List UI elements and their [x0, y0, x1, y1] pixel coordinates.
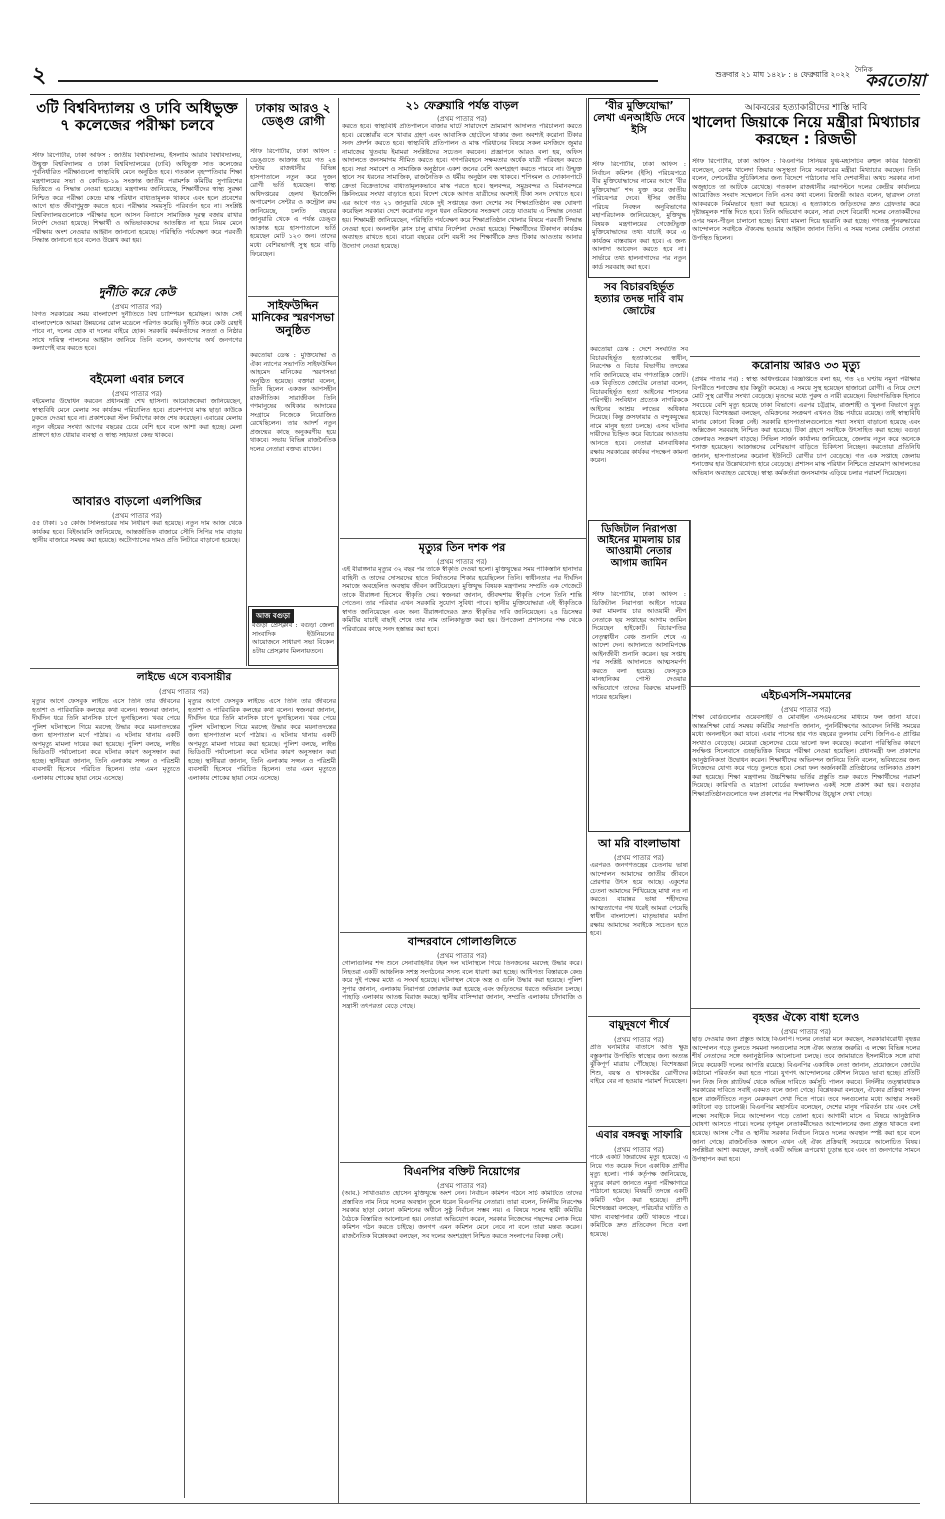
section-rule	[588, 1016, 690, 1017]
page-number: ২	[32, 63, 47, 88]
header-rule	[58, 80, 658, 82]
headline-universities: ৩টি বিশ্ববিদ্যালয় ও ঢাবি অধিভুক্ত ৭ কলেজের পরীক্ষা চলবে	[36, 99, 238, 134]
headline-air-pollution: বায়ুদূষণে শীর্ষে	[609, 1019, 669, 1031]
headline-corona: করোনায় আরও ৩৩ মৃত্যু	[752, 359, 860, 372]
continuation-feb21: (প্রথম পাতার পর)	[436, 115, 488, 123]
continuation-safari: (প্রথম পাতার পর)	[613, 1146, 665, 1154]
headline-three-decades: মৃত্যুর তিন দশক পর	[418, 541, 506, 554]
continuation-air-pollution: (প্রথম পাতার পর)	[613, 1036, 665, 1044]
headline-safari: এবার বঙ্গবন্ধু সাফারি	[595, 1129, 683, 1141]
headline-hsc: এইচএসসি-সমমানের	[760, 689, 852, 702]
page-header	[30, 62, 926, 92]
continuation-lpg: (প্রথম পাতার পর)	[111, 512, 163, 520]
logo-small-text: দৈনিক	[855, 66, 873, 74]
section-rule	[340, 538, 586, 539]
continuation-bookfair: (প্রথম পাতার পর)	[111, 390, 163, 398]
body-left-alliance: করতোয়া ডেস্ক : দেশে সংঘটিত সব বিচারবহির্ভূত হত্যাকাণ্ডের স্বাধীন, নিরপেক্ষ ও বিচার বিভাগীয় তদন্তের দাবি জানিয়েছে বাম গণতান্ত্রিক জোট। এক বিবৃতিতে জোটের নেতারা বলেন, বিচারবহির্ভূত হত্যা আইনের শাসনের পরিপন্থী। সংবিধান প্রত্যেক নাগরিককে আইনের আশ্রয় লাভের অধিকার দিয়েছে। কিন্তু ক্রসফায়ার ও বন্দুকযুদ্ধের নামে মানুষ হত্যা চলছে। এসব ঘটনার দায়ীদের চিহ্নিত করে বিচারের আওতায় আনতে হবে। নেতারা মানবাধিকার রক্ষায় সরকারের কার্যকর পদক্ষেপ কামনা করেন।	[590, 346, 688, 465]
body-air-pollution: প্রতি ঘনমিটার বাতাসে অতি ক্ষুদ্র বস্তুকণার উপস্থিতি স্বাস্থ্যের জন্য অত্যন্ত ঝুঁকিপূর্ণ মাত্রায় পৌঁছেছে। বিশেষজ্ঞরা শিশু, বয়স্ক ও শ্বাসকষ্টের রোগীদের বাইরে বের না হওয়ার পরামর্শ দিয়েছেন।	[590, 1044, 688, 1086]
body-live-businessman-col1: মৃত্যুর আগে ফেসবুক লাইভে এসে তিনি তার জীবনের হতাশা ও পারিবারিক কলহের কথা বলেন। স্বজনরা জানান, দীর্ঘদিন ধরে তিনি মানসিক চাপে ভুগছিলেন। খবর পেয়ে পুলিশ ঘটনাস্থলে গিয়ে মরদেহ উদ্ধার করে ময়নাতদন্তের জন্য হাসপাতাল মর্গে পাঠায়। এ ঘটনায় থানায় একটি অপমৃত্যু মামলা দায়ের করা হয়েছে। পুলিশ বলছে, লাইভ ভিডিওটি পর্যালোচনা করে ঘটনার কারণ অনুসন্ধান করা হচ্ছে। স্থানীয়রা জানান, তিনি এলাকায় সজ্জন ও পরিশ্রমী ব্যবসায়ী হিসেবে পরিচিত ছিলেন। তার এমন মৃত্যুতে এলাকায় শোকের ছায়া নেমে এসেছে।	[32, 698, 180, 782]
continuation-hsc: (প্রথম পাতার পর)	[780, 706, 832, 714]
headline-bangla-language: আ মরি বাংলাভাষা	[598, 837, 680, 850]
date-line: শুক্রবার ২১ মাঘ ১৪২৮ : ৪ ফেব্রুয়ারি ২০২২	[715, 70, 850, 79]
section-rule	[340, 1162, 586, 1163]
headline-dengue: ঢাকায় আরও ২ ডেঙ্গু রোগী	[255, 101, 331, 129]
body-hsc: শিক্ষা বোর্ডগুলোর ওয়েবসাইট ও মোবাইল এসএমএসের মাধ্যমে ফল জানা যাবে। আন্তঃশিক্ষা বোর্ড সমন্বয় কমিটির সভাপতি জানান, পুনর্নিরীক্ষণের আবেদন নির্দিষ্ট সময়ের মধ্যে অনলাইনে করা যাবে। এবার পাসের হার গত বছরের তুলনায় বেশি। জিপিএ-৫ প্রাপ্তির সংখ্যাও বেড়েছে। মেয়েরা ছেলেদের চেয়ে ভালো ফল করেছে। করোনা পরিস্থিতির কারণে সংক্ষিপ্ত সিলেবাসে গুচ্ছভিত্তিক বিষয়ে পরীক্ষা নেওয়া হয়েছিল। প্রধানমন্ত্রী ফল প্রকাশের আনুষ্ঠানিকতা উদ্বোধন করেন। শিক্ষার্থীদের অভিনন্দন জানিয়ে তিনি বলেন, ভবিষ্যতের জন্য নিজেদের যোগ্য করে গড়ে তুলতে হবে। সেরা ফল অর্জনকারী প্রতিষ্ঠানের তালিকাও প্রকাশ করা হয়েছে। শিক্ষা মন্ত্রণালয় উচ্চশিক্ষায় ভর্তির প্রস্তুতি শুরু করতে শিক্ষার্থীদের পরামর্শ দিয়েছে। কারিগরি ও মাদ্রাসা বোর্ডের ফলাফলও একই সঙ্গে প্রকাশ করা হয়। বগুড়ার শিক্ষাপ্রতিষ্ঠানগুলোতে ফল প্রকাশের পর শিক্ষার্থীদের উচ্ছ্বাস দেখা গেছে।	[692, 714, 920, 798]
kicker-akbar: আকবরের হত্যাকারীদের শাস্তি দাবি	[744, 103, 868, 113]
section-rule	[690, 1008, 920, 1009]
column-divider	[246, 98, 247, 666]
headline-nid: ‘বীর মুক্তিযোদ্ধা’ লেখা এনআইডি দেবে ইসি	[593, 100, 685, 136]
body-digital-security: স্টাফ রিপোর্টার, ঢাকা অফিস : ডিজিটাল নিরাপত্তা আইনে দায়ের করা মামলায় চার আওয়ামী লীগ নেতাকে ছয় সপ্তাহের আগাম জামিন দিয়েছেন হাইকোর্ট। বিচারপতির নেতৃত্বাধীন বেঞ্চ শুনানি শেষে এ আদেশ দেন। আদালতে আসামিপক্ষে আইনজীবী শুনানি করেন। ছয় সপ্তাহ পর সংশ্লিষ্ট আদালতে আত্মসমর্পণ করতে বলা হয়েছে। ফেসবুকে মানহানিকর পোস্ট দেওয়ার অভিযোগে তাদের বিরুদ্ধে মামলাটি দায়ের হয়েছিল।	[592, 591, 686, 701]
continuation-bnp-appointment: (প্রথম পাতার পর)	[436, 1182, 488, 1190]
headline-left-alliance: সব বিচারবহির্ভূত হত্যার তদন্ত দাবি বাম জোটের	[594, 281, 684, 317]
today-bogura-label: আজ বগুড়া	[252, 609, 294, 623]
section-rule	[248, 296, 338, 297]
body-unity: ছাড় দেওয়ার জন্য প্রস্তুত আছে বিএনপি। দলের নেতারা মনে করছেন, সরকারবিরোধী বৃহত্তর আন্দোলন গড়ে তুলতে সমমনা দলগুলোর সঙ্গে ঐক্য অত্যন্ত জরুরি। এ লক্ষ্যে বিভিন্ন দলের শীর্ষ নেতাদের সঙ্গে অনানুষ্ঠানিক আলোচনা চলছে। তবে জামায়াতে ইসলামীকে সঙ্গে রাখা নিয়ে কয়েকটি দলের আপত্তি রয়েছে। বিএনপির একাধিক নেতা জানান, প্রয়োজনে জোটের কাঠামো পরিবর্তন করা হতে পারে। যুগপৎ আন্দোলনের কৌশল নিয়েও ভাবা হচ্ছে। প্রতিটি দল নিজ নিজ প্ল্যাটফর্ম থেকে অভিন্ন দাবিতে কর্মসূচি পালন করবে। নির্দলীয় তত্ত্বাবধায়ক সরকারের দাবিতে সবাই একমত বলে জানা গেছে। বিশ্লেষকরা বলছেন, ঐক্যের প্রক্রিয়া সফল হলে রাজনীতিতে নতুন মেরুকরণ দেখা দিতে পারে। তবে দলগুলোর মধ্যে আস্থার সংকট কাটানো বড় চ্যালেঞ্জ। বিএনপির মহাসচিব বলেছেন, দেশের মানুষ পরিবর্তন চায় এবং সেই লক্ষ্যে সবাইকে নিয়ে আন্দোলন গড়ে তোলা হবে। আগামী মাসে এ বিষয়ে আনুষ্ঠানিক ঘোষণা আসতে পারে। দলের তৃণমূল নেতাকর্মীদেরও আন্দোলনের জন্য প্রস্তুত থাকতে বলা হয়েছে। আসন্ন পৌর ও স্থানীয় সরকার নির্বাচন নিয়েও দলের অবস্থান স্পষ্ট করা হবে বলে জানা গেছে। রাজনৈতিক অঙ্গনে এখন এই ঐক্য প্রক্রিয়াই সবচেয়ে আলোচিত বিষয়। সংশ্লিষ্টরা আশা করছেন, দ্রুতই একটি অভিন্ন রূপরেখা চূড়ান্ত হবে এবং তা জনগণের সামনে উপস্থাপন করা হবে।	[692, 1036, 920, 1163]
body-nid: স্টাফ রিপোর্টার, ঢাকা অফিস : নির্বাচন কমিশন (ইসি) পরিচয়পত্রে বীর মুক্তিযোদ্ধাদের নামের আগে ‘বীর মুক্তিযোদ্ধা’ শব্দ যুক্ত করে জাতীয় পরিচয়পত্র দেবে। ইসির জাতীয় পরিচয় নিবন্ধন অনুবিভাগের মহাপরিচালক জানিয়েছেন, মুক্তিযুদ্ধ বিষয়ক মন্ত্রণালয়ের গেজেটভুক্ত মুক্তিযোদ্ধাদের তথ্য যাচাই করে এ কার্যক্রম বাস্তবায়ন করা হবে। এ জন্য আলাদা আবেদন করতে হবে না। সার্ভারে তথ্য হালনাগাদের পর নতুন কার্ড সরবরাহ করা হবে।	[592, 161, 686, 271]
body-corruption: বিগত সরকারের সময় বাংলাদেশ দুর্নীতিতে বিশ্ব চ্যাম্পিয়ন হয়েছিল। আজ সেই বাংলাদেশকে আমরা উন্নয়নের রোল মডেলে পরিণত করেছি। দুর্নীতি করে কেউ রেহাই পাবে না, দলের হোক বা দলের বাইরে হোক। সরকারি কর্মকর্তাদের সততা ও নিষ্ঠার সাথে দায়িত্ব পালনের আহ্বান জানিয়ে তিনি বলেন, জনগণের অর্থ জনগণের কল্যাণেই ব্যয় করতে হবে।	[32, 311, 242, 353]
body-three-decades: এই বীরাঙ্গনার মৃত্যুর ৩২ বছর পর তাকে স্বীকৃতি দেওয়া হলো। মুক্তিযুদ্ধের সময় পাকিস্তানি হানাদার বাহিনী ও তাদের দোসরদের হাতে নির্যাতনের শিকার হয়েছিলেন তিনি। স্বাধীনতার পর দীর্ঘদিন সমাজে অবহেলিত অবস্থায় জীবন কাটিয়েছেন। মুক্তিযুদ্ধ বিষয়ক মন্ত্রণালয় সম্প্রতি এক গেজেটে তাকে বীরাঙ্গনা হিসেবে স্বীকৃতি দেয়। স্বজনরা জানান, জীবদ্দশায় স্বীকৃতি পেলে তিনি শান্তি পেতেন। তার পরিবার এখন সরকারি সুযোগ সুবিধা পাবে। স্থানীয় মুক্তিযোদ্ধারা এই স্বীকৃতিকে স্বাগত জানিয়েছেন এবং অন্য বীরাঙ্গনাদেরও দ্রুত স্বীকৃতির দাবি জানিয়েছেন। ২৪ ডিসেম্বর কমিটির যাচাই বাছাই শেষে তার নাম তালিকাভুক্ত করা হয়। উপজেলা প্রশাসনের পক্ষ থেকে পরিবারের কাছে সনদ হস্তান্তর করা হবে।	[342, 566, 582, 633]
body-bangla-language: এরপরও জনগণতন্ত্রের চেতনায় ভাষা আন্দোলন আমাদের জাতীয় জীবনে প্রেরণার উৎস হয়ে আছে। একুশের চেতনা আমাদের শিখিয়েছে মাথা নত না করতে। বায়ান্নর ভাষা শহীদদের আত্মত্যাগের পথ ধরেই আমরা পেয়েছি স্বাধীন বাংলাদেশ। মাতৃভাষার মর্যাদা রক্ষায় আমাদের সবাইকে সচেতন হতে হবে।	[590, 862, 688, 938]
body-universities: স্টাফ রিপোর্টার, ঢাকা অফিস : জাতীয় বিশ্ববিদ্যালয়, ইসলামি আরবি বিশ্ববিদ্যালয়, উন্মুক্ত বিশ্ববিদ্যালয় ও ঢাকা বিশ্ববিদ্যালয়ের (ঢাবি) অধিভুক্ত সাত কলেজের পূর্বনির্ধারিত পরীক্ষাগুলো স্বাস্থ্যবিধি মেনে অনুষ্ঠিত হবে। গতকাল বৃহস্পতিবার শিক্ষা মন্ত্রণালয়ের সভা ও কোভিড-১৯ সংক্রান্ত জাতীয় পরামর্শক কমিটির সুপারিশের ভিত্তিতে এ সিদ্ধান্ত নেওয়া হয়েছে। মন্ত্রণালয় জানিয়েছে, শিক্ষার্থীদের স্বাস্থ্য সুরক্ষা নিশ্চিত করে পরীক্ষা কেন্দ্রে মাস্ক পরিধান বাধ্যতামূলক থাকবে এবং হলে প্রবেশের আগে হাত জীবাণুমুক্ত করতে হবে। পরীক্ষার সময়সূচি পরিবর্তন হবে না। সংশ্লিষ্ট বিশ্ববিদ্যালয়গুলোকে পরীক্ষার হলে আসন বিন্যাসে সামাজিক দূরত্ব বজায় রাখার নির্দেশ দেওয়া হয়েছে। শিক্ষার্থী ও অভিভাবকদের আতঙ্কিত না হয়ে নিয়ম মেনে পরীক্ষায় অংশ নেওয়ার আহ্বান জানানো হয়েছে। পরিস্থিতি পর্যবেক্ষণ করে পরবর্তী সিদ্ধান্ত জানানো হবে বলেও উল্লেখ করা হয়।	[32, 152, 242, 245]
headline-live-businessman: লাইভে এসে ব্যবসায়ীর	[136, 671, 232, 683]
headline-unity: বৃহত্তর ঐক্যে বাধা হলেও	[752, 1011, 860, 1024]
column-divider	[184, 698, 185, 1498]
body-bookfair: বইমেলার উদ্বোধন করবেন প্রধানমন্ত্রী শেখ হাসিনা। আয়োজকেরা জানিয়েছেন, স্বাস্থ্যবিধি মেনে মেলার সব কার্যক্রম পরিচালিত হবে। প্রবেশপথে মাস্ক ছাড়া কাউকে ঢুকতে দেওয়া হবে না। প্রকাশকেরা স্টল নির্মাণের কাজ শেষ করেছেন। এবারের মেলায় নতুন বইয়ের সংখ্যা আগের বছরের চেয়ে বেশি হবে বলে আশা করা হচ্ছে। মেলা প্রাঙ্গণে হাত ধোয়ার ব্যবস্থা ও স্বাস্থ্য সহায়তা কেন্দ্র থাকবে।	[32, 398, 242, 440]
body-khaleda: স্টাফ রিপোর্টার, ঢাকা অফিস : বিএনপির সিনিয়র যুগ্ম-মহাসচিব রুহুল কবির রিজভী বলেছেন, বেগম খালেদা জিয়ার অসুস্থতা নিয়ে সরকারের মন্ত্রীরা মিথ্যাচার করছেন। তিনি বলেন, দেশনেত্রীর সুচিকিৎসার জন্য বিদেশে পাঠানোর দাবি দেশবাসীর। অথচ সরকার নানা অজুহাতে তা আটকে রেখেছে। গতকাল রাজধানীর নয়াপল্টনে দলের কেন্দ্রীয় কার্যালয়ে আয়োজিত সংবাদ সম্মেলনে তিনি এসব কথা বলেন। রিজভী আরও বলেন, ছাত্রদল নেতা আকবরকে নির্মমভাবে হত্যা করা হয়েছে। এ হত্যাকাণ্ডে জড়িতদের দ্রুত গ্রেফতার করে দৃষ্টান্তমূলক শাস্তি দিতে হবে। তিনি অভিযোগ করেন, সারা দেশে বিরোধী দলের নেতাকর্মীদের ওপর দমন-পীড়ন চালানো হচ্ছে। মিথ্যা মামলা দিয়ে হয়রানি করা হচ্ছে। গণতন্ত্র পুনরুদ্ধারের আন্দোলনে সবাইকে ঐক্যবদ্ধ হওয়ার আহ্বান জানান তিনি। এ সময় দলের কেন্দ্রীয় নেতারা উপস্থিত ছিলেন।	[692, 158, 920, 242]
body-lpg: ৫৫ টাকা। ১৫ কেজি সিলিন্ডারের দাম নির্ধারণ করা হয়েছে। নতুন দাম আজ থেকে কার্যকর হবে। বিইআরসি জানিয়েছে, আন্তর্জাতিক বাজারে সৌদি সিপির দাম বাড়ায় স্থানীয় বাজারে সমন্বয় করা হয়েছে। অটোগ্যাসের দামও প্রতি লিটারে বাড়ানো হয়েছে।	[32, 520, 242, 545]
today-bogura-body: বগুড়া প্রেসক্লাব : বগুড়া জেলা সাংবাদিক ইউনিয়নের আয়োজনে সাধারণ সভা বিকেল ৪টায় প্রেসক্লাব মিলনায়তনে।	[252, 622, 334, 655]
section-rule	[30, 668, 338, 669]
continuation-unity: (প্রথম পাতার পর)	[780, 1028, 832, 1036]
body-memorial: করতোয়া ডেস্ক : মুক্তিযোদ্ধা ও ঐক্য ন্যাপের সভাপতি সাইফউদ্দিন আহমেদ মানিকের স্মরণসভা অনুষ্ঠিত হয়েছে। বক্তারা বলেন, তিনি ছিলেন একজন আপসহীন রাজনীতিক। সারাজীবন তিনি গণমানুষের অধিকার আদায়ের সংগ্রামে নিজেকে নিয়োজিত রেখেছিলেন। তার আদর্শ নতুন প্রজন্মের কাছে অনুকরণীয় হয়ে থাকবে। সভায় বিভিন্ন রাজনৈতিক দলের নেতারা বক্তব্য রাখেন।	[250, 352, 336, 454]
body-live-businessman-col2: মৃত্যুর আগে ফেসবুক লাইভে এসে তিনি তার জীবনের হতাশা ও পারিবারিক কলহের কথা বলেন। স্বজনরা জানান, দীর্ঘদিন ধরে তিনি মানসিক চাপে ভুগছিলেন। খবর পেয়ে পুলিশ ঘটনাস্থলে গিয়ে মরদেহ উদ্ধার করে ময়নাতদন্তের জন্য হাসপাতাল মর্গে পাঠায়। এ ঘটনায় থানায় একটি অপমৃত্যু মামলা দায়ের করা হয়েছে। পুলিশ বলছে, লাইভ ভিডিওটি পর্যালোচনা করে ঘটনার কারণ অনুসন্ধান করা হচ্ছে। স্থানীয়রা জানান, তিনি এলাকায় সজ্জন ও পরিশ্রমী ব্যবসায়ী হিসেবে পরিচিত ছিলেন। তার এমন মৃত্যুতে এলাকায় শোকের ছায়া নেমে এসেছে।	[188, 698, 336, 782]
headline-lpg: আবারও বাড়লো এলপিজির	[72, 494, 202, 508]
section-rule	[588, 1126, 690, 1127]
section-rule	[690, 686, 920, 687]
section-rule	[690, 356, 920, 357]
headline-corruption: দুর্নীতি করে কেউ	[98, 285, 176, 299]
digital-security-box	[588, 520, 690, 832]
section-rule	[340, 932, 586, 933]
headline-khaleda: খালেদা জিয়াকে নিয়ে মন্ত্রীরা মিথ্যাচার করছেন : রিজভী	[692, 113, 920, 148]
column-divider	[690, 520, 691, 1503]
page-bottom-rule	[30, 1503, 920, 1504]
column-divider	[338, 98, 339, 1503]
body-corona: (প্রথম পাতার পর) : স্বাস্থ্য অধিদপ্তরের বিজ্ঞপ্তিতে বলা হয়, গত ২৪ ঘণ্টায় নমুনা পরীক্ষার বিপরীতে শনাক্তের হার কিছুটা কমেছে। এ সময়ে সুস্থ হয়েছেন হাজারো রোগী। এ নিয়ে দেশে মোট সুস্থ রোগীর সংখ্যা বেড়েছে। মৃতদের মধ্যে পুরুষ ও নারী রয়েছেন। বিভাগভিত্তিক হিসাবে সবচেয়ে বেশি মৃত্যু হয়েছে ঢাকা বিভাগে। এরপর চট্টগ্রাম, রাজশাহী ও খুলনা বিভাগে মৃত্যু হয়েছে। বিশেষজ্ঞরা বলছেন, ওমিক্রনের সংক্রমণ এখনও উচ্চ পর্যায়ে রয়েছে। তাই স্বাস্থ্যবিধি মানার কোনো বিকল্প নেই। সরকারি হাসপাতালগুলোতে শয্যা সংখ্যা বাড়ানো হয়েছে এবং অক্সিজেন সরবরাহ নিশ্চিত করা হয়েছে। টিকা গ্রহণে সবাইকে উৎসাহিত করা হচ্ছে। বগুড়া জেলায়ও সংক্রমণ বাড়ছে। সিভিল সার্জন কার্যালয় জানিয়েছে, জেলায় নতুন করে অনেকে শনাক্ত হয়েছেন। আক্রান্তদের বেশিরভাগ বাড়িতে চিকিৎসা নিচ্ছেন। করতোয়া প্রতিনিধি জানান, হাসপাতালের করোনা ইউনিটে রোগীর চাপ বেড়েছে। গত এক সপ্তাহে জেলায় শনাক্তের হার উল্লেখযোগ্য হারে বেড়েছে। প্রশাসন মাস্ক পরিধান নিশ্চিতে ভ্রাম্যমাণ আদালতের অভিযান অব্যাহত রেখেছে। স্বাস্থ্য কর্মকর্তারা জনসমাগম এড়িয়ে চলার পরামর্শ দিয়েছেন।	[692, 376, 920, 478]
header-bottom-rule	[30, 94, 920, 95]
masthead-logo	[855, 62, 925, 90]
continuation-bangla-language: (প্রথম পাতার পর)	[613, 854, 665, 862]
headline-bookfair: বইমেলা এবার চলবে	[90, 372, 184, 386]
continuation-live-businessman: (প্রথম পাতার পর)	[158, 688, 210, 696]
today-bogura-box	[248, 606, 338, 666]
headline-bnp-appointment: বিএনপির বক্তিট নিয়োগের	[404, 1165, 520, 1178]
body-safari: পার্কে একটি জিরাফের মৃত্যু হয়েছে। এ নিয়ে গত কয়েক দিনে একাধিক প্রাণীর মৃত্যু হলো। পার্ক কর্তৃপক্ষ জানিয়েছে, মৃত্যুর কারণ জানতে নমুনা পরীক্ষাগারে পাঠানো হয়েছে। বিষয়টি তদন্তে একটি কমিটি গঠন করা হয়েছে। প্রাণী বিশেষজ্ঞরা বলছেন, পরিচর্যার ঘাটতি ও খাদ্য ব্যবস্থাপনার ত্রুটি থাকতে পারে। কমিটিকে দ্রুত প্রতিবেদন দিতে বলা হয়েছে।	[590, 1154, 688, 1238]
nid-box	[588, 98, 690, 278]
body-dengue: স্টাফ রিপোর্টার, ঢাকা অফিস : ডেঙ্গুতে আক্রান্ত হয়ে গত ২৪ ঘণ্টায় রাজধানীর বিভিন্ন হাসপাতালে নতুন করে দুজন রোগী ভর্তি হয়েছেন। স্বাস্থ্য অধিদপ্তরের হেলথ ইমার্জেন্সি অপারেশন সেন্টার ও কন্ট্রোল রুম জানিয়েছে, চলতি বছরের জানুয়ারি থেকে এ পর্যন্ত ডেঙ্গু আক্রান্ত হয়ে হাসপাতালে ভর্তি হয়েছেন মোট ১২৩ জন। তাদের মধ্যে বেশিরভাগই সুস্থ হয়ে বাড়ি ফিরেছেন।	[250, 148, 336, 258]
headline-memorial: সাইফউদ্দিন মানিকের স্মরণসভা অনুষ্ঠিত	[251, 299, 335, 337]
continuation-three-decades: (প্রথম পাতার পর)	[436, 558, 488, 566]
body-bandarban: গোলাগুলির শব্দ শুনে সেনাবাহিনীর টহল দল ঘটনাস্থলে গিয়ে তিনজনের মরদেহ উদ্ধার করে। নিহতরা একটি আঞ্চলিক সশস্ত্র সংগঠনের সদস্য বলে ধারণা করা হচ্ছে। আধিপত্য বিস্তারকে কেন্দ্র করে দুই পক্ষের মধ্যে এ সংঘর্ষ হয়েছে। ঘটনাস্থল থেকে অস্ত্র ও গুলি উদ্ধার করা হয়েছে। পুলিশ সুপার জানান, এলাকায় নিরাপত্তা জোরদার করা হয়েছে এবং জড়িতদের ধরতে অভিযান চলছে। পাহাড়ি এলাকায় আতঙ্ক বিরাজ করছে। স্থানীয় বাসিন্দারা জানান, সম্প্রতি এলাকায় চাঁদাবাজি ও সন্ত্রাসী তৎপরতা বেড়ে গেছে।	[342, 960, 582, 1010]
headline-digital-security: ডিজিটাল নিরাপত্তা আইনের মামলায় চার আওয়ামী নেতার আগাম জামিন	[597, 524, 681, 569]
continuation-corruption: (প্রথম পাতার পর)	[111, 303, 163, 311]
body-feb21: করতে হবে। স্বাস্থ্যবিধি প্রতিপালনে বাজার ঘাটে সারাদেশে ভ্রাম্যমাণ আদালত পরিচালনা করতে হবে। রেস্তোরাঁয় বসে খাবার গ্রহণ এবং আবাসিক হোটেলে থাকার জন্য অবশ্যই করোনা টিকার সনদ প্রদর্শন করতে হবে। স্বাস্থ্যবিধি প্রতিপালন ও মাস্ক পরিধানের বিষয়ে সকল মসজিদে জুমার নামাজের খুতবায় ইমামরা সংশ্লিষ্টদের সচেতন করবেন। প্রজ্ঞাপনে আরও বলা হয়, অফিস আদালতে জনসমাগম সীমিত করতে হবে। গণপরিবহনে সক্ষমতার অর্ধেক যাত্রী পরিবহন করতে হবে। সভা সমাবেশ ও সামাজিক অনুষ্ঠানে একশ জনের বেশি অংশগ্রহণ করতে পারবে না। উন্মুক্ত স্থানে সব ধরনের সামাজিক, রাজনৈতিক ও ধর্মীয় অনুষ্ঠান বন্ধ থাকবে। শপিংমল ও দোকানপাটে ক্রেতা বিক্রেতাদের বাধ্যতামূলকভাবে মাস্ক পরতে হবে। স্থলবন্দর, সমুদ্রবন্দর ও বিমানবন্দরে স্ক্রিনিংয়ের সংখ্যা বাড়াতে হবে। বিদেশ থেকে আগত যাত্রীদের অবশ্যই টিকা সনদ দেখাতে হবে। এর আগে গত ২১ জানুয়ারি থেকে দুই সপ্তাহের জন্য দেশের সব শিক্ষাপ্রতিষ্ঠান বন্ধ ঘোষণা করেছিল সরকার। দেশে করোনার নতুন ধরন ওমিক্রনের সংক্রমণ বেড়ে যাওয়ায় এ সিদ্ধান্ত নেওয়া হয়। শিক্ষামন্ত্রী জানিয়েছেন, পরিস্থিতি পর্যবেক্ষণ করে শিক্ষাপ্রতিষ্ঠান খোলার বিষয়ে পরবর্তী সিদ্ধান্ত নেওয়া হবে। অনলাইন ক্লাস চালু রাখার নির্দেশনা দেওয়া হয়েছে। শিক্ষার্থীদের টিকাদান কার্যক্রম অব্যাহত রাখতে হবে। বারো বছরের বেশি বয়সী সব শিক্ষার্থীকে দ্রুত টিকার আওতায় আনার উদ্যোগ নেওয়া হয়েছে।	[342, 123, 582, 250]
headline-bandarban: বান্দরবানে গোলাগুলিতে	[407, 935, 517, 948]
headline-feb21: ২১ ফেব্রুয়ারি পর্যন্ত বাড়ল	[405, 99, 519, 112]
continuation-bandarban: (প্রথম পাতার পর)	[436, 952, 488, 960]
logo-main-text: করতোয়া	[865, 71, 926, 91]
column-divider	[586, 98, 587, 1503]
body-bnp-appointment: (আব.) সাখাওয়াত হোসেন মুক্তিযুদ্ধে অংশ নেন। নির্বাচন কমিশন গঠনে সার্চ কমিটিতে তাদের প্রস্তাবিত নাম নিয়ে দলের অবস্থান তুলে ধরেন বিএনপির নেতারা। তারা বলেন, নির্দলীয় নিরপেক্ষ সরকার ছাড়া কোনো কমিশনের অধীনে সুষ্ঠু নির্বাচন সম্ভব নয়। এ বিষয়ে দলের স্থায়ী কমিটির বৈঠকে বিস্তারিত আলোচনা হয়। নেতারা অভিযোগ করেন, সরকার নিজেদের পছন্দের লোক দিয়ে কমিশন গঠন করতে চাইছে। জনগণ এমন কমিশন মেনে নেবে না বলে তারা মন্তব্য করেন। রাজনৈতিক বিশ্লেষকরা বলছেন, সব দলের অংশগ্রহণ নিশ্চিত করতে সংলাপের বিকল্প নেই।	[342, 1190, 582, 1240]
